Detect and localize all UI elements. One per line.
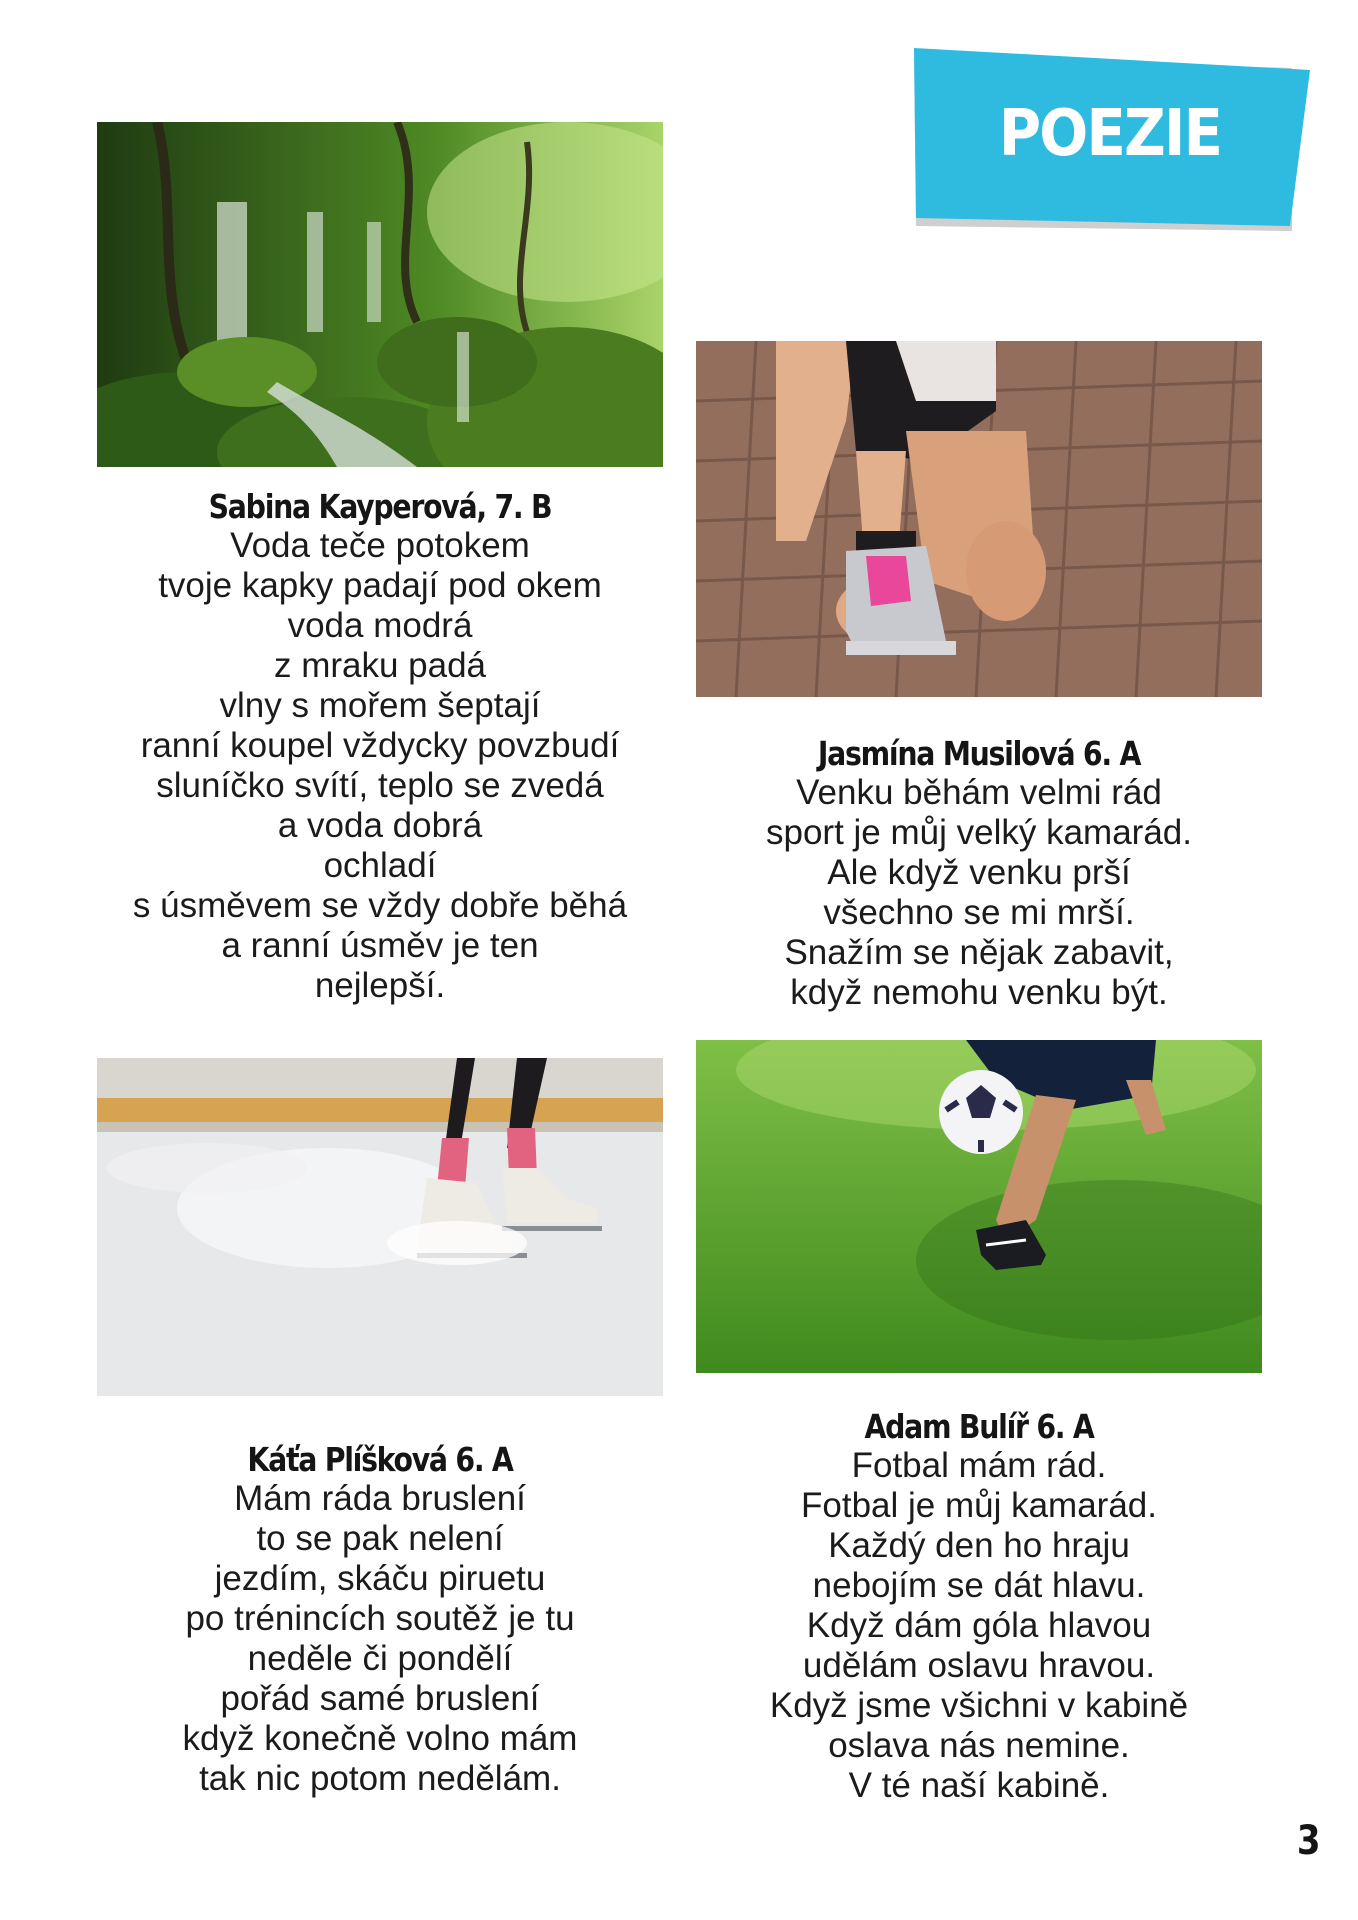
waterfall-photo — [97, 122, 663, 467]
poem-lines — [679, 1446, 1279, 1806]
poem-sabina — [80, 488, 680, 1006]
poem-line: a voda dobrá — [277, 806, 483, 845]
poem-line: Fotbal mám rád. — [851, 1446, 1107, 1485]
poem-line: když konečně volno mám — [182, 1719, 578, 1758]
poem-line: Fotbal je můj kamarád. — [801, 1486, 1157, 1525]
poem-lines — [679, 773, 1279, 1013]
poem-line: když nemohu venku být. — [790, 973, 1168, 1012]
poem-line: Když dám góla hlavou — [806, 1606, 1152, 1645]
poem-line: to se pak nelení — [256, 1519, 504, 1558]
poem-adam — [679, 1408, 1279, 1806]
poem-line: sluníčko svítí, teplo se zvedá — [156, 766, 604, 805]
poem-line: Mám ráda bruslení — [234, 1479, 526, 1518]
skates-photo — [97, 1058, 663, 1396]
poem-author: Jasmína Musilová 6. A — [817, 734, 1141, 773]
poem-line: V té naší kabině. — [848, 1766, 1110, 1805]
poem-line: tak nic potom nedělám. — [199, 1759, 561, 1798]
page-number: 3 — [1296, 1818, 1321, 1864]
football-photo — [696, 1040, 1262, 1373]
poem-line: Venku běhám velmi rád — [796, 773, 1162, 812]
poem-line: Když jsme všichni v kabině — [769, 1686, 1189, 1725]
poem-kata — [80, 1441, 680, 1799]
shoelace-photo — [696, 341, 1262, 697]
poem-line: nejlepší. — [314, 966, 446, 1005]
poem-line: oslava nás nemine. — [828, 1726, 1130, 1765]
poem-line: neděle či pondělí — [247, 1639, 513, 1678]
poem-lines — [80, 526, 680, 1006]
poem-line: Ale když venku prší — [827, 853, 1131, 892]
poem-lines — [80, 1479, 680, 1799]
section-title: POEZIE — [998, 97, 1222, 171]
section-banner — [910, 46, 1310, 241]
poem-line: Každý den ho hraju — [828, 1526, 1130, 1565]
poem-line: po trénincích soutěž je tu — [185, 1599, 575, 1638]
poem-author: Sabina Kayperová, 7. B — [208, 487, 552, 526]
poem-line: ochladí — [323, 846, 437, 885]
poem-line: nebojím se dát hlavu. — [812, 1566, 1146, 1605]
poem-line: všechno se mi mrší. — [823, 893, 1135, 932]
poem-author: Adam Bulíř 6. A — [864, 1407, 1094, 1446]
poem-line: a ranní úsměv je ten — [221, 926, 539, 965]
poem-line: voda modrá — [287, 606, 473, 645]
poem-line: udělám oslavu hravou. — [802, 1646, 1156, 1685]
poem-line: tvoje kapky padají pod okem — [158, 566, 602, 605]
poem-jasmina — [679, 735, 1279, 1013]
poem-line: Snažím se nějak zabavit, — [784, 933, 1174, 972]
poem-author: Káťa Plíšková 6. A — [247, 1440, 513, 1479]
poem-line: vlny s mořem šeptají — [219, 686, 541, 725]
poem-line: pořád samé bruslení — [220, 1679, 540, 1718]
poem-line: s úsměvem se vždy dobře běhá — [132, 886, 628, 925]
poem-line: ranní koupel vždycky povzbudí — [140, 726, 620, 765]
poem-line: z mraku padá — [273, 646, 487, 685]
poem-line: jezdím, skáču piruetu — [214, 1559, 546, 1598]
poem-line: Voda teče potokem — [230, 526, 530, 565]
poem-line: sport je můj velký kamarád. — [766, 813, 1192, 852]
